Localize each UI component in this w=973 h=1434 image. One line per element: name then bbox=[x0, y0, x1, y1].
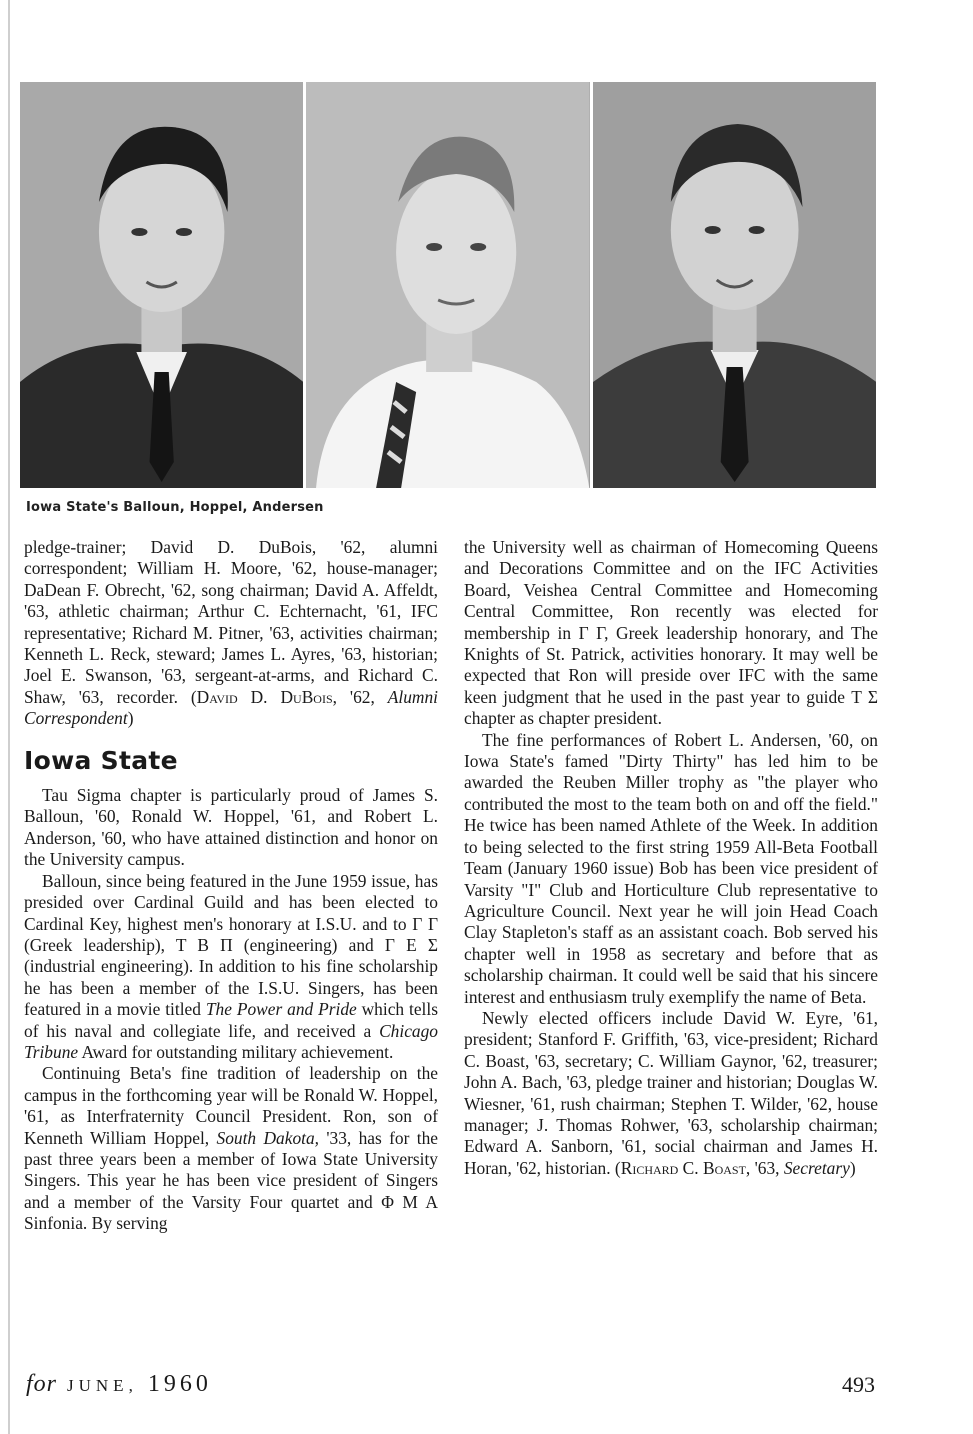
portrait-photo-balloun bbox=[20, 82, 303, 488]
photo-strip bbox=[20, 82, 876, 488]
paragraph-new-officers: Newly elected officers include David W. Eyre, '61, president; Stanford F. Griffith, '63, vice-president; Richard C. Boast, '63, secretary; C. William Gaynor, '62, treasurer; John A. Bach, '63, pledge trainer and historian; Douglas W. Wiesner, '61, rush chairman; Stephen T. Wilder, '62, house manager; J. Thomas Rohwer, '63, scholarship chairman; Edward A. Sanborn, '61, social chairman and James H. Horan, '62, historian. (Richard C. Boast, '63, Secretary) bbox=[464, 1007, 878, 1178]
page-number: 493 bbox=[842, 1372, 875, 1397]
footer-issue-date: for JUNE, 1960 bbox=[26, 1371, 212, 1397]
portrait-photo-andersen bbox=[593, 82, 876, 488]
binding-line bbox=[8, 0, 10, 1434]
left-column bbox=[24, 537, 438, 1235]
paragraph-intro: Tau Sigma chapter is particularly proud of James S. Balloun, '60, Ronald W. Hoppel, '61, and Robert L. Anderson, '60, who have attained distinction and honor on the University campus. bbox=[24, 785, 438, 870]
paragraph-balloun: Balloun, since being featured in the June 1959 issue, has presided over Cardinal Guild and has been elected to Cardinal Key, highest men's honorary at I.S.U. and to Γ Γ (Greek leadership), Τ Β Π (engineering) and Γ Ε Σ (industrial engineering). In addition to his fine scholarship he has been a member of the I.S.U. Singers, has been featured in a movie titled The Power and Pride which tells of his naval and collegiate life, and received a Chicago Tribune Award for outstanding military achievement. bbox=[24, 870, 438, 1062]
paragraph-hoppel-continued: the University well as chairman of Homecoming Queens and Decorations Committee and on the IFC Activities Board, Veishea Central Committee and Homecoming Central Committee, Ron recently was elected for membership in Γ Γ, Greek leadership honorary, and The Knights of St. Patrick, activities honorary. It may well be expected that Ron will preside over IFC with the same keen judgment that he used in the past year to guide Τ Σ chapter as chapter president. bbox=[464, 537, 878, 729]
photo-caption: Iowa State's Balloun, Hoppel, Andersen bbox=[26, 500, 324, 515]
portrait-photo-hoppel bbox=[306, 82, 589, 488]
paragraph-officers: pledge-trainer; David D. DuBois, '62, alumni correspondent; William H. Moore, '62, house-manager; DaDean F. Obrecht, '62, song chairman; David A. Affeldt, '63, athletic chairman; Arthur C. Echternacht, '61, IFC representative; Richard M. Pitner, '63, activities chairman; Kenneth L. Reck, steward; James L. Ayres, '63, historian; Joel E. Swanson, '63, sergeant-at-arms, and Richard C. Shaw, '63, recorder. (David D. DuBois, '62, Alumni Correspondent) bbox=[24, 537, 438, 729]
right-column bbox=[464, 537, 878, 1179]
paragraph-hoppel: Continuing Beta's fine tradition of leadership on the campus in the forthcoming year will be Ronald W. Hoppel, '61, as Interfraternity Council President. Ron, son of Kenneth William Hoppel, South Dakota, '33, has for the past three years been a member of Iowa State University Singers. This year he has been vice president of Singers and a member of the Varsity Four quartet and Φ Μ Α Sinfonia. By serving bbox=[24, 1063, 438, 1234]
paragraph-andersen: The fine performances of Robert L. Andersen, '60, on Iowa State's famed "Dirty Thirty" has led him to be awarded the Reuben Miller trophy as "the player who contributed the most to the team both on and off the field." He twice has been named Athlete of the Week. In addition to being selected to the first string 1959 All-Beta Football Team (January 1960 issue) Bob has been vice president of Varsity "I" Club and Horticulture Club representative to Agriculture Council. Next year he will join Head Coach Clay Stapleton's staff as an assistant coach. Bob served his chapter well in 1958 as secretary and before that as scholarship chairman. It could well be said that his sincere interest and enthusiasm truly exemplify the name of Beta. bbox=[464, 729, 878, 1007]
section-heading: Iowa State bbox=[24, 745, 178, 775]
